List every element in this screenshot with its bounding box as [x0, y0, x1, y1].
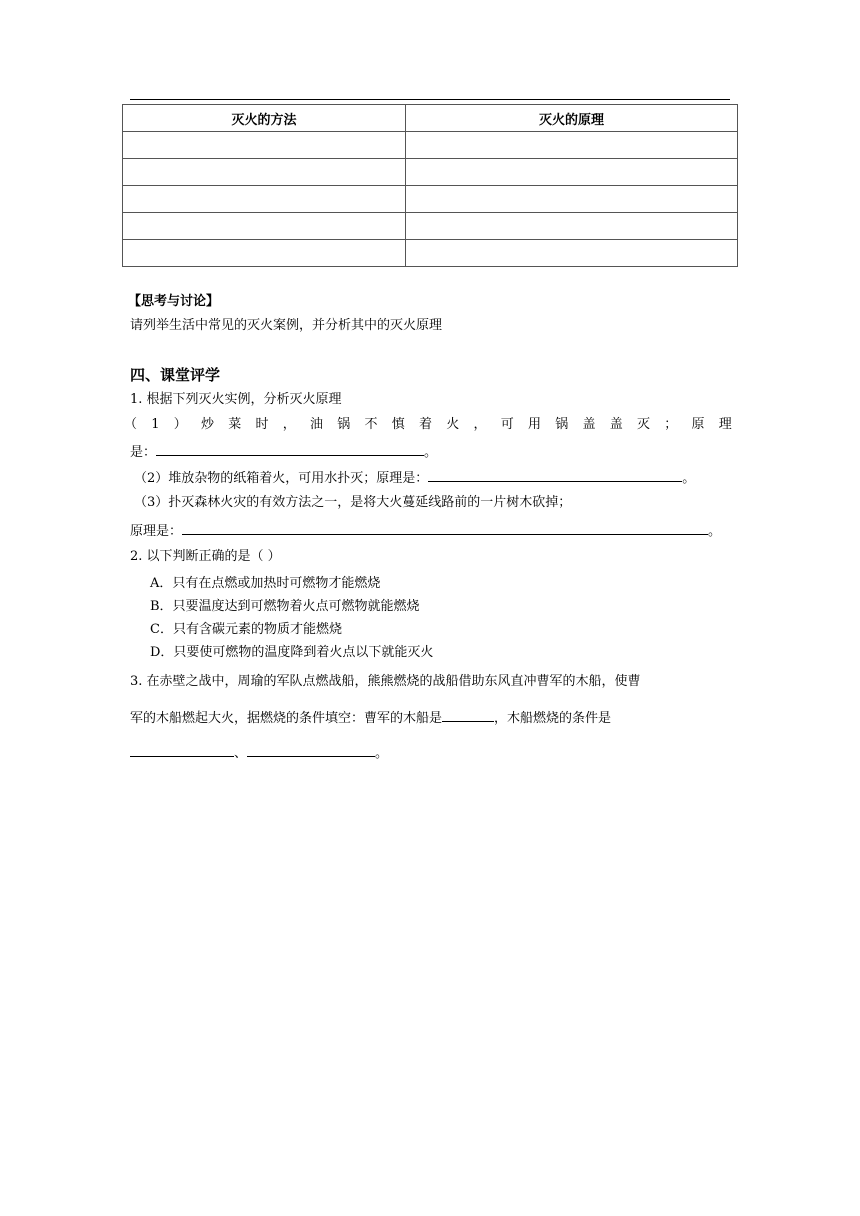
spread-char: 着 [419, 417, 433, 432]
answer-blank[interactable] [156, 441, 424, 456]
spread-char: 菜 [228, 417, 242, 432]
q1-item3-label: 原理是： [130, 524, 183, 539]
spread-char: 盖 [582, 417, 596, 432]
spread-char: 慎 [391, 417, 405, 432]
q1-item1-line [124, 415, 732, 435]
q3-line2-part-c: ，木船燃烧的条件是 [494, 711, 612, 726]
table-cell[interactable] [406, 159, 738, 186]
spread-char: 时 [255, 417, 269, 432]
table-cell[interactable] [123, 132, 406, 159]
spread-char: 用 [528, 417, 542, 432]
q2-option-d: D．只要使可燃物的温度降到着火点以下就能灭火 [150, 645, 434, 660]
spread-char: ， [473, 417, 487, 432]
q1-item1-cont [130, 441, 437, 463]
table-cell[interactable] [406, 186, 738, 213]
table-row [123, 186, 738, 213]
answer-blank[interactable] [182, 520, 708, 535]
q1-item2 [134, 467, 695, 489]
q1-item3: （3）扑灭森林火灾的有效方法之一，是将大火蔓延线路前的一片树木砍掉； [134, 495, 572, 510]
separator: 、 [234, 746, 248, 761]
spread-char: 锅 [337, 417, 351, 432]
spread-char: 火 [446, 417, 460, 432]
spread-char: ； [664, 417, 678, 432]
section-title: 四、课堂评学 [130, 366, 221, 384]
spread-char: 理 [718, 417, 732, 432]
table-cell[interactable] [123, 159, 406, 186]
table-cell[interactable] [123, 240, 406, 267]
spread-char: 盖 [609, 417, 623, 432]
discussion-heading: 【思考与讨论】 [128, 294, 220, 309]
period: 。 [682, 471, 696, 486]
spread-char: ） [173, 417, 187, 432]
q3-line1: 3. 在赤壁之战中，周瑜的军队点燃战船，熊熊燃烧的战船借助东风直冲曹军的木船，使曹 [130, 674, 641, 689]
spread-char: 油 [310, 417, 324, 432]
q3-line2-part-a: 军的木船燃起大火，据 [130, 711, 261, 726]
q2-option-b: B．只要温度达到可燃物着火点可燃物就能燃烧 [150, 599, 420, 614]
table-cell[interactable] [406, 213, 738, 240]
discussion-prompt: 请列举生活中常见的灭火案例，并分析其中的灭火原理 [130, 318, 443, 333]
answer-blank[interactable] [428, 467, 682, 482]
q1-item1-label: 是： [130, 445, 157, 460]
table-header-principle: 灭火的原理 [406, 105, 738, 132]
q1-stem: 1. 根据下列灭火实例，分析灭火原理 [130, 392, 342, 407]
table-row [123, 240, 738, 267]
table-header-method: 灭火的方法 [123, 105, 406, 132]
spread-char: （ [124, 417, 138, 432]
q2-option-a: A．只有在点燃或加热时可燃物才能燃烧 [150, 576, 381, 591]
table-cell[interactable] [123, 186, 406, 213]
period: 。 [708, 524, 722, 539]
spread-char: 可 [500, 417, 514, 432]
spread-char: 1 [151, 417, 160, 432]
table-cell[interactable] [406, 240, 738, 267]
period: 。 [375, 746, 389, 761]
q3-line2 [130, 707, 611, 729]
header-rule [130, 99, 730, 100]
spread-char: 锅 [555, 417, 569, 432]
q2-option-c: C．只有含碳元素的物质才能燃烧 [150, 622, 342, 637]
answer-blank[interactable] [247, 742, 375, 757]
table-header-row [123, 105, 738, 132]
period: 。 [424, 445, 438, 460]
q1-item3-cont [130, 520, 721, 542]
spread-char: 炒 [201, 417, 215, 432]
q2-stem: 2. 以下判断正确的是（ ） [130, 549, 281, 564]
table-cell[interactable] [406, 132, 738, 159]
spread-char: 灭 [637, 417, 651, 432]
answer-blank[interactable] [442, 707, 494, 722]
extinguish-table [122, 104, 738, 267]
table-cell[interactable] [123, 213, 406, 240]
q1-item2-text: （2）堆放杂物的纸箱着火，可用水扑灭；原理是： [134, 471, 429, 486]
table-row [123, 159, 738, 186]
spread-char: 不 [364, 417, 378, 432]
q3-line2-part-b: 燃烧的条件填空：曹军的木船是 [260, 711, 443, 726]
answer-blank[interactable] [130, 742, 234, 757]
spread-char: ， [282, 417, 296, 432]
q3-line3 [130, 742, 388, 764]
spread-char: 原 [691, 417, 705, 432]
table-row [123, 213, 738, 240]
table-row [123, 132, 738, 159]
